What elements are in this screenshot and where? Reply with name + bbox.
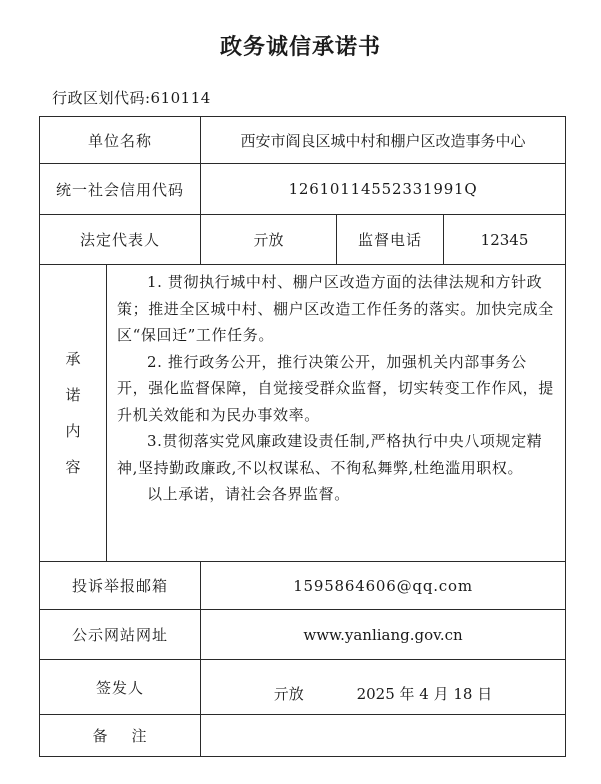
supervise-phone-value: 12345 [444,215,566,265]
issue-date: 2025 年 4 月 18 日 [356,685,493,703]
commitment-item-1: 1. 贯彻执行城中村、棚户区改造方面的法律法规和方针政策；推进全区城中村、棚户区改造工作任务的落实。加快完成全区“保回迁”工作任务。 [117,273,554,344]
row-commitment [40,265,566,562]
website-label: 公示网站网址 [40,610,201,660]
credit-code-label: 统一社会信用代码 [40,164,201,215]
supervise-phone-label: 监督电话 [337,215,444,265]
commitment-closing: 以上承诺，请社会各界监督。 [147,485,350,503]
commitment-content [107,265,566,562]
credit-code-value: 12610114552331991Q [201,164,566,215]
complaint-email-value: 1595864606@qq.com [201,562,566,610]
legal-rep-label: 法定代表人 [40,215,201,265]
row-issuer [40,660,566,715]
row-remarks [40,715,566,757]
unit-name-label: 单位名称 [40,117,201,164]
commitment-form-table [39,116,566,757]
unit-name-value: 西安市阎良区城中村和棚户区改造事务中心 [201,117,566,164]
commitment-item-3: 3.贯彻落实党风廉政建设责任制,严格执行中央八项规定精神,坚持勤政廉政,不以权谋私、不徇私舞弊,杜绝滥用职权。 [117,432,543,477]
commitment-label-char: 诺 [65,386,81,404]
legal-rep-value: 亓放 [201,215,337,265]
row-legal-rep [40,215,566,265]
commitment-label-char: 容 [65,458,81,476]
complaint-email-label: 投诉举报邮箱 [40,562,201,610]
row-credit-code [40,164,566,215]
remarks-label: 备 注 [40,715,201,757]
commitment-label [40,265,107,562]
row-unit-name [40,117,566,164]
issuer-label: 签发人 [40,660,201,715]
issuer-signature [201,660,566,715]
row-website [40,610,566,660]
document-title: 政务诚信承诺书 [219,35,381,60]
website-value: www.yanliang.gov.cn [201,610,566,660]
issuer-name: 亓放 [273,685,304,703]
commitment-item-2: 2. 推行政务公开，推行决策公开，加强机关内部事务公开，强化监督保障，自觉接受群众监督，切实转变工作作风，提升机关效能和为民办事效率。 [117,352,554,424]
commitment-label-char: 承 [65,350,81,368]
remarks-value [201,715,566,757]
region-code: 行政区划代码:610114 [52,89,211,107]
row-complaint-email [40,562,566,610]
commitment-label-char: 内 [65,422,81,440]
